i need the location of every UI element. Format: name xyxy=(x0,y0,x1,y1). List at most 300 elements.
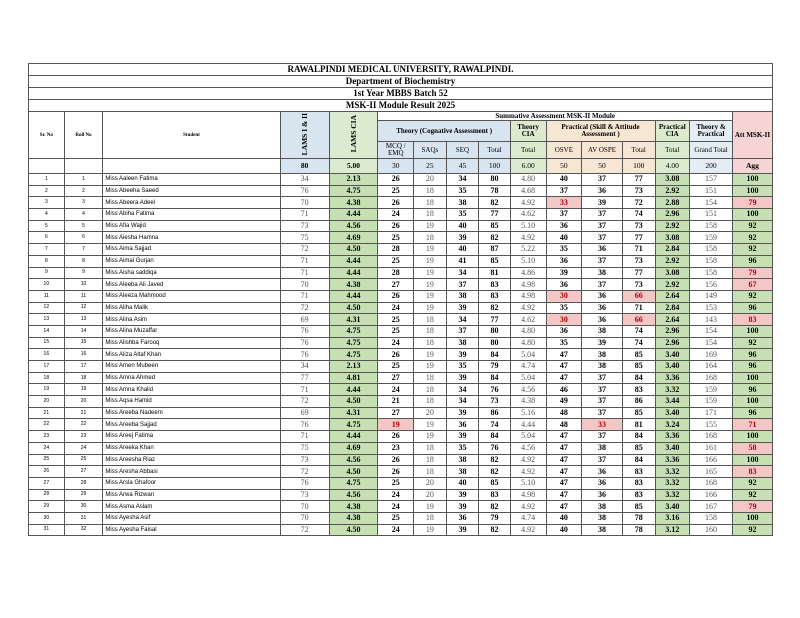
cell-roll: 32 xyxy=(64,524,103,536)
table-row xyxy=(29,407,773,419)
cell-theory-total: 85 xyxy=(479,220,511,232)
cell-practical-cia: 2.92 xyxy=(655,279,690,291)
cell-practical-cia: 2.84 xyxy=(655,302,690,314)
cell-name: Miss Aresha Abbasi xyxy=(103,466,280,478)
cell-practical-cia: 3.24 xyxy=(655,419,690,431)
cell-lams-cia: 4.69 xyxy=(329,442,378,454)
cell-lams-cia: 4.56 xyxy=(329,220,378,232)
cell-att: 100 xyxy=(732,431,772,443)
cell-theory-total: 77 xyxy=(479,314,511,326)
cell-seq: 35 xyxy=(446,442,479,454)
table-row xyxy=(29,244,773,256)
cell-name: Miss Ayesha Faisal xyxy=(103,524,280,536)
max-theory-cia: 6.00 xyxy=(510,159,546,174)
cell-practical-total: 71 xyxy=(622,302,655,314)
cell-grand-total: 149 xyxy=(690,290,733,302)
cell-lams: 69 xyxy=(280,314,329,326)
cell-practical-cia: 3.36 xyxy=(655,431,690,443)
department-title: Department of Biochemistry xyxy=(29,76,773,88)
cell-lams: 71 xyxy=(280,267,329,279)
cell-seq: 38 xyxy=(446,197,479,209)
table-row xyxy=(29,384,773,396)
cell-lams-cia: 4.75 xyxy=(329,337,378,349)
col-osve: OSVE xyxy=(546,142,582,159)
cell-osve: 48 xyxy=(546,419,582,431)
cell-saqs: 18 xyxy=(414,372,447,384)
result-table xyxy=(28,63,773,536)
col-saqs: SAQs xyxy=(414,142,447,159)
cell-osve: 47 xyxy=(546,477,582,489)
cell-lams-cia: 2.13 xyxy=(329,361,378,373)
cell-mcq: 25 xyxy=(378,255,414,267)
cell-theory-cia: 4.62 xyxy=(510,209,546,221)
cell-lams: 34 xyxy=(280,361,329,373)
cell-lams-cia: 4.50 xyxy=(329,396,378,408)
cell-grand-total: 158 xyxy=(690,244,733,256)
cell-saqs: 20 xyxy=(414,174,447,186)
cell-saqs: 18 xyxy=(414,512,447,524)
cell-saqs: 18 xyxy=(414,314,447,326)
table-row xyxy=(29,442,773,454)
cell-name: Miss Aisha saddiqa xyxy=(103,267,280,279)
cell-sr: 29 xyxy=(29,501,65,513)
cell-name: Miss Aiesha Hamna xyxy=(103,232,280,244)
cell-sr: 21 xyxy=(29,407,65,419)
cell-practical-total: 71 xyxy=(622,244,655,256)
cell-theory-cia: 5.04 xyxy=(510,372,546,384)
cell-mcq: 25 xyxy=(378,512,414,524)
cell-theory-cia: 4.86 xyxy=(510,267,546,279)
cell-theory-cia: 4.80 xyxy=(510,325,546,337)
cell-practical-cia: 3.40 xyxy=(655,442,690,454)
cell-name: Miss Arwa Rizwan xyxy=(103,489,280,501)
cell-grand-total: 151 xyxy=(690,185,733,197)
col-practical-cia-total: Total xyxy=(655,142,690,159)
cell-grand-total: 168 xyxy=(690,477,733,489)
max-av: 50 xyxy=(582,159,623,174)
col-grand-total: Grand Total xyxy=(690,142,733,159)
cell-lams: 72 xyxy=(280,244,329,256)
cell-practical-cia: 3.32 xyxy=(655,466,690,478)
cell-seq: 34 xyxy=(446,396,479,408)
cell-av-ospe: 38 xyxy=(582,524,623,536)
cell-saqs: 20 xyxy=(414,489,447,501)
cell-lams-cia: 4.69 xyxy=(329,232,378,244)
cell-lams-cia: 2.13 xyxy=(329,174,378,186)
table-body xyxy=(29,174,773,536)
col-att: Att MSK-II xyxy=(732,112,772,159)
cell-practical-total: 83 xyxy=(622,466,655,478)
cell-saqs: 19 xyxy=(414,267,447,279)
cell-lams: 72 xyxy=(280,466,329,478)
cell-practical-total: 85 xyxy=(622,361,655,373)
cell-av-ospe: 39 xyxy=(582,197,623,209)
cell-saqs: 19 xyxy=(414,431,447,443)
cell-theory-total: 74 xyxy=(479,419,511,431)
cell-sr: 8 xyxy=(29,255,65,267)
cell-mcq: 26 xyxy=(378,466,414,478)
cell-att: 100 xyxy=(732,325,772,337)
cell-theory-cia: 4.98 xyxy=(510,489,546,501)
cell-av-ospe: 37 xyxy=(582,209,623,221)
cell-lams-cia: 4.50 xyxy=(329,244,378,256)
cell-saqs: 19 xyxy=(414,302,447,314)
cell-theory-total: 80 xyxy=(479,325,511,337)
cell-seq: 41 xyxy=(446,255,479,267)
col-practical: Practical (Skill & Attitude Assessment ) xyxy=(546,121,655,142)
cell-lams: 73 xyxy=(280,454,329,466)
cell-saqs: 18 xyxy=(414,197,447,209)
table-row xyxy=(29,185,773,197)
cell-lams: 71 xyxy=(280,255,329,267)
cell-lams-cia: 4.75 xyxy=(329,349,378,361)
cell-lams-cia: 4.44 xyxy=(329,209,378,221)
table-row xyxy=(29,431,773,443)
cell-seq: 37 xyxy=(446,279,479,291)
cell-osve: 46 xyxy=(546,384,582,396)
col-theory-total: Total xyxy=(479,142,511,159)
cell-mcq: 27 xyxy=(378,407,414,419)
cell-mcq: 24 xyxy=(378,501,414,513)
cell-name: Miss Aleeza Mahmood xyxy=(103,290,280,302)
cell-att: 92 xyxy=(732,524,772,536)
cell-grand-total: 166 xyxy=(690,489,733,501)
cell-mcq: 25 xyxy=(378,314,414,326)
cell-seq: 39 xyxy=(446,302,479,314)
cell-practical-total: 74 xyxy=(622,337,655,349)
cell-theory-total: 80 xyxy=(479,174,511,186)
cell-theory-cia: 4.98 xyxy=(510,279,546,291)
cell-seq: 39 xyxy=(446,349,479,361)
cell-practical-cia: 3.08 xyxy=(655,232,690,244)
cell-roll: 1 xyxy=(64,174,103,186)
cell-lams: 73 xyxy=(280,220,329,232)
cell-roll: 4 xyxy=(64,209,103,221)
cell-roll: 22 xyxy=(64,419,103,431)
cell-practical-cia: 2.92 xyxy=(655,185,690,197)
cell-theory-cia: 5.16 xyxy=(510,407,546,419)
cell-att: 100 xyxy=(732,372,772,384)
cell-grand-total: 160 xyxy=(690,524,733,536)
cell-att: 67 xyxy=(732,279,772,291)
cell-lams: 71 xyxy=(280,209,329,221)
cell-osve: 47 xyxy=(546,442,582,454)
cell-sr: 19 xyxy=(29,384,65,396)
cell-sr: 9 xyxy=(29,267,65,279)
cell-saqs: 18 xyxy=(414,466,447,478)
cell-lams: 71 xyxy=(280,290,329,302)
cell-att: 58 xyxy=(732,442,772,454)
cell-osve: 30 xyxy=(546,290,582,302)
cell-roll: 2 xyxy=(64,185,103,197)
cell-mcq: 23 xyxy=(378,442,414,454)
max-grand: 200 xyxy=(690,159,733,174)
max-prac-total: 100 xyxy=(622,159,655,174)
cell-osve: 36 xyxy=(546,220,582,232)
cell-grand-total: 154 xyxy=(690,337,733,349)
cell-lams-cia: 4.38 xyxy=(329,512,378,524)
cell-seq: 36 xyxy=(446,419,479,431)
cell-practical-cia: 3.44 xyxy=(655,396,690,408)
cell-av-ospe: 36 xyxy=(582,489,623,501)
cell-grand-total: 153 xyxy=(690,302,733,314)
cell-theory-cia: 5.10 xyxy=(510,477,546,489)
cell-theory-cia: 4.92 xyxy=(510,454,546,466)
cell-mcq: 28 xyxy=(378,244,414,256)
cell-sr: 10 xyxy=(29,279,65,291)
col-sr: Sr. No xyxy=(29,112,65,159)
cell-saqs: 19 xyxy=(414,524,447,536)
cell-grand-total: 167 xyxy=(690,501,733,513)
cell-grand-total: 155 xyxy=(690,419,733,431)
cell-theory-total: 82 xyxy=(479,302,511,314)
cell-name: Miss Aimal Gurjan xyxy=(103,255,280,267)
cell-av-ospe: 36 xyxy=(582,314,623,326)
cell-att: 83 xyxy=(732,314,772,326)
cell-sr: 26 xyxy=(29,466,65,478)
cell-theory-cia: 4.74 xyxy=(510,512,546,524)
cell-mcq: 27 xyxy=(378,279,414,291)
col-lams-cia xyxy=(329,112,378,159)
cell-lams-cia: 4.81 xyxy=(329,372,378,384)
cell-grand-total: 158 xyxy=(690,267,733,279)
cell-sr: 5 xyxy=(29,220,65,232)
cell-practical-total: 66 xyxy=(622,314,655,326)
cell-practical-total: 85 xyxy=(622,407,655,419)
max-saqs: 25 xyxy=(414,159,447,174)
cell-osve: 48 xyxy=(546,407,582,419)
cell-roll: 23 xyxy=(64,431,103,443)
cell-theory-total: 85 xyxy=(479,477,511,489)
cell-practical-total: 83 xyxy=(622,489,655,501)
cell-name: Miss Abiha Fatima xyxy=(103,209,280,221)
cell-mcq: 24 xyxy=(378,337,414,349)
max-seq: 45 xyxy=(446,159,479,174)
cell-name: Miss Abeera Adeel xyxy=(103,197,280,209)
cell-sr: 27 xyxy=(29,477,65,489)
cell-sr: 18 xyxy=(29,372,65,384)
cell-sr: 11 xyxy=(29,290,65,302)
cell-theory-total: 79 xyxy=(479,512,511,524)
cell-sr: 15 xyxy=(29,337,65,349)
cell-practical-cia: 2.96 xyxy=(655,337,690,349)
table-row xyxy=(29,220,773,232)
table-row xyxy=(29,325,773,337)
cell-practical-cia: 2.96 xyxy=(655,209,690,221)
cell-lams-cia: 4.44 xyxy=(329,290,378,302)
table-row xyxy=(29,477,773,489)
cell-name: Miss Areeka Khan xyxy=(103,442,280,454)
cell-practical-total: 66 xyxy=(622,290,655,302)
cell-mcq: 26 xyxy=(378,220,414,232)
cell-theory-cia: 4.92 xyxy=(510,302,546,314)
max-osve: 50 xyxy=(546,159,582,174)
table-row xyxy=(29,314,773,326)
cell-osve: 39 xyxy=(546,267,582,279)
cell-theory-cia: 4.92 xyxy=(510,232,546,244)
cell-osve: 37 xyxy=(546,209,582,221)
cell-lams: 75 xyxy=(280,232,329,244)
cell-theory-total: 83 xyxy=(479,290,511,302)
cell-theory-cia: 4.62 xyxy=(510,314,546,326)
cell-att: 100 xyxy=(732,174,772,186)
table-row xyxy=(29,279,773,291)
table-row xyxy=(29,372,773,384)
cell-mcq: 24 xyxy=(378,302,414,314)
max-lams: 80 xyxy=(280,159,329,174)
cell-theory-cia: 5.22 xyxy=(510,244,546,256)
cell-practical-cia: 2.64 xyxy=(655,290,690,302)
cell-lams-cia: 4.75 xyxy=(329,185,378,197)
cell-name: Miss Aaleen Fatima xyxy=(103,174,280,186)
table-row xyxy=(29,501,773,513)
cell-lams-cia: 4.50 xyxy=(329,466,378,478)
cell-theory-total: 82 xyxy=(479,232,511,244)
cell-theory-total: 87 xyxy=(479,244,511,256)
cell-lams: 70 xyxy=(280,279,329,291)
cell-lams-cia: 4.38 xyxy=(329,197,378,209)
cell-lams-cia: 4.38 xyxy=(329,279,378,291)
cell-mcq: 25 xyxy=(378,185,414,197)
cell-osve: 35 xyxy=(546,302,582,314)
cell-osve: 40 xyxy=(546,174,582,186)
cell-av-ospe: 37 xyxy=(582,396,623,408)
cell-sr: 4 xyxy=(29,209,65,221)
cell-seq: 39 xyxy=(446,431,479,443)
cell-lams: 75 xyxy=(280,442,329,454)
col-student: Student xyxy=(103,112,280,159)
cell-seq: 35 xyxy=(446,361,479,373)
cell-lams: 69 xyxy=(280,407,329,419)
cell-osve: 36 xyxy=(546,325,582,337)
cell-theory-total: 82 xyxy=(479,501,511,513)
cell-mcq: 25 xyxy=(378,325,414,337)
cell-roll: 27 xyxy=(64,466,103,478)
cell-sr: 28 xyxy=(29,489,65,501)
cell-theory-cia: 4.74 xyxy=(510,361,546,373)
cell-grand-total: 168 xyxy=(690,372,733,384)
col-summative: Summative Assessment MSK-II Module xyxy=(378,112,733,121)
cell-mcq: 24 xyxy=(378,209,414,221)
max-prac-cia: 4.00 xyxy=(655,159,690,174)
cell-practical-cia: 2.96 xyxy=(655,325,690,337)
cell-osve: 47 xyxy=(546,361,582,373)
col-seq: SEQ xyxy=(446,142,479,159)
cell-saqs: 20 xyxy=(414,407,447,419)
cell-theory-total: 85 xyxy=(479,255,511,267)
cell-mcq: 28 xyxy=(378,267,414,279)
col-roll: Roll No xyxy=(64,112,103,159)
cell-name: Miss Alishba Farooq xyxy=(103,337,280,349)
cell-roll: 15 xyxy=(64,337,103,349)
cell-practical-cia: 3.32 xyxy=(655,384,690,396)
cell-av-ospe: 36 xyxy=(582,185,623,197)
cell-lams-cia: 4.44 xyxy=(329,255,378,267)
cell-saqs: 20 xyxy=(414,477,447,489)
cell-practical-cia: 3.40 xyxy=(655,501,690,513)
cell-att: 96 xyxy=(732,407,772,419)
cell-lams: 72 xyxy=(280,524,329,536)
cell-seq: 40 xyxy=(446,477,479,489)
table-row xyxy=(29,466,773,478)
table-row xyxy=(29,361,773,373)
cell-roll: 7 xyxy=(64,244,103,256)
cell-grand-total: 156 xyxy=(690,279,733,291)
cell-av-ospe: 37 xyxy=(582,431,623,443)
cell-osve: 47 xyxy=(546,466,582,478)
cell-name: Miss Areesha Riaz xyxy=(103,454,280,466)
table-row xyxy=(29,255,773,267)
cell-av-ospe: 33 xyxy=(582,419,623,431)
cell-saqs: 18 xyxy=(414,325,447,337)
cell-av-ospe: 38 xyxy=(582,349,623,361)
cell-seq: 39 xyxy=(446,501,479,513)
cell-seq: 40 xyxy=(446,220,479,232)
cell-practical-cia: 2.64 xyxy=(655,314,690,326)
cell-osve: 40 xyxy=(546,524,582,536)
cell-saqs: 18 xyxy=(414,337,447,349)
cell-av-ospe: 37 xyxy=(582,220,623,232)
cell-name: Miss Aliza Altaf Khan xyxy=(103,349,280,361)
cell-practical-cia: 3.36 xyxy=(655,372,690,384)
cell-theory-cia: 4.80 xyxy=(510,337,546,349)
cell-practical-total: 83 xyxy=(622,384,655,396)
cell-lams: 73 xyxy=(280,489,329,501)
cell-att: 92 xyxy=(732,232,772,244)
cell-theory-total: 81 xyxy=(479,267,511,279)
cell-lams: 70 xyxy=(280,512,329,524)
col-lams12-label: LAMS I & II xyxy=(299,112,309,156)
cell-lams: 71 xyxy=(280,384,329,396)
cell-av-ospe: 37 xyxy=(582,255,623,267)
cell-practical-total: 73 xyxy=(622,185,655,197)
cell-osve: 47 xyxy=(546,501,582,513)
cell-av-ospe: 37 xyxy=(582,279,623,291)
cell-theory-total: 76 xyxy=(479,384,511,396)
max-roll xyxy=(64,159,103,174)
cell-saqs: 18 xyxy=(414,232,447,244)
cell-name: Miss Ayesha Asif xyxy=(103,512,280,524)
cell-roll: 14 xyxy=(64,325,103,337)
cell-theory-total: 79 xyxy=(479,361,511,373)
cell-practical-total: 78 xyxy=(622,512,655,524)
cell-lams-cia: 4.56 xyxy=(329,489,378,501)
cell-mcq: 21 xyxy=(378,396,414,408)
cell-roll: 24 xyxy=(64,442,103,454)
col-practical-total: Total xyxy=(622,142,655,159)
cell-osve: 47 xyxy=(546,349,582,361)
cell-roll: 12 xyxy=(64,302,103,314)
cell-av-ospe: 39 xyxy=(582,337,623,349)
cell-lams: 34 xyxy=(280,174,329,186)
max-student xyxy=(103,159,280,174)
cell-roll: 16 xyxy=(64,349,103,361)
cell-osve: 37 xyxy=(546,185,582,197)
cell-saqs: 18 xyxy=(414,454,447,466)
cell-att: 96 xyxy=(732,349,772,361)
cell-att: 92 xyxy=(732,220,772,232)
cell-grand-total: 161 xyxy=(690,442,733,454)
cell-practical-cia: 3.12 xyxy=(655,524,690,536)
cell-name: Miss Aima Sajjad xyxy=(103,244,280,256)
cell-theory-cia: 5.04 xyxy=(510,431,546,443)
cell-grand-total: 165 xyxy=(690,466,733,478)
table-row xyxy=(29,454,773,466)
cell-av-ospe: 37 xyxy=(582,174,623,186)
cell-av-ospe: 38 xyxy=(582,267,623,279)
cell-roll: 25 xyxy=(64,454,103,466)
cell-att: 79 xyxy=(732,267,772,279)
